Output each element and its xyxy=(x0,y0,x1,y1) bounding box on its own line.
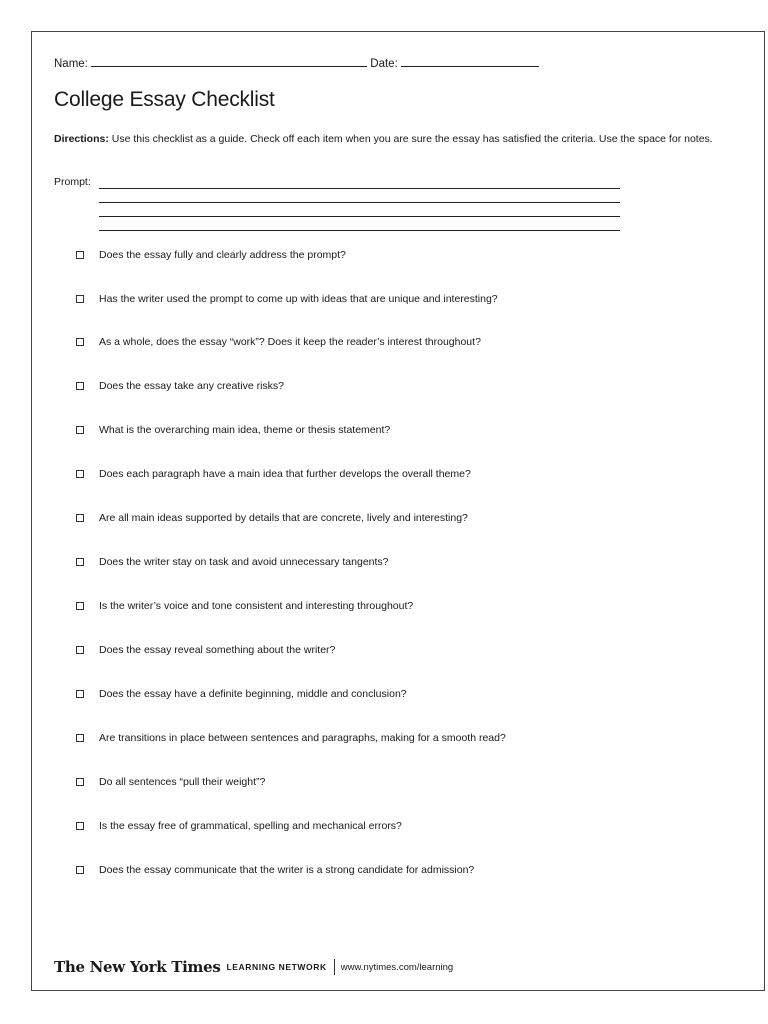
directions-label: Directions: xyxy=(54,133,109,145)
checkbox[interactable] xyxy=(76,470,84,478)
checklist-item-text: Are all main ideas supported by details that are concrete, lively and interesting? xyxy=(99,512,468,524)
checklist-item-text: Does the writer stay on task and avoid unnecessary tangents? xyxy=(99,556,389,568)
checkbox[interactable] xyxy=(76,558,84,566)
checklist-item-text: Does the essay take any creative risks? xyxy=(99,380,285,392)
checkbox[interactable] xyxy=(76,646,84,654)
footer xyxy=(54,958,453,976)
checkbox[interactable] xyxy=(76,251,84,259)
checklist-item xyxy=(76,688,736,700)
checklist-item xyxy=(76,820,736,832)
checkbox[interactable] xyxy=(76,734,84,742)
checklist-item-text: Does the essay communicate that the writer is a strong candidate for admission? xyxy=(99,864,475,876)
checklist-item-text: Is the writer’s voice and tone consistent and interesting throughout? xyxy=(99,600,414,612)
prompt-line[interactable] xyxy=(99,188,620,189)
checklist-item xyxy=(76,732,736,744)
name-label: Name: xyxy=(54,58,88,70)
checklist-item-text: What is the overarching main idea, theme or thesis statement? xyxy=(99,424,391,436)
checklist-item xyxy=(76,864,736,876)
name-date-line xyxy=(54,55,539,70)
name-field[interactable] xyxy=(91,55,367,67)
prompt-line[interactable] xyxy=(99,230,620,231)
prompt-label: Prompt: xyxy=(54,176,91,188)
checklist-item-text: Has the writer used the prompt to come up with ideas that are unique and interesting? xyxy=(99,293,498,305)
checklist-item xyxy=(76,468,736,480)
checklist-item-text: Does the essay reveal something about the writer? xyxy=(99,644,336,656)
checkbox[interactable] xyxy=(76,778,84,786)
checklist-item xyxy=(76,424,736,436)
prompt-line[interactable] xyxy=(99,202,620,203)
checklist-item-text: Does the essay have a definite beginning, middle and conclusion? xyxy=(99,688,407,700)
checklist-item-text: Do all sentences “pull their weight”? xyxy=(99,776,266,788)
checklist-item-text: Are transitions in place between sentences and paragraphs, making for a smooth read? xyxy=(99,732,506,744)
checklist-item xyxy=(76,293,736,305)
checklist-item-text: Is the essay free of grammatical, spelling and mechanical errors? xyxy=(99,820,402,832)
checklist-item-text: Does each paragraph have a main idea that further develops the overall theme? xyxy=(99,468,471,480)
page-border xyxy=(31,31,765,991)
directions-text: Use this checklist as a guide. Check off each item when you are sure the essay has satisfied the criteria. Use the space for notes. xyxy=(108,133,713,145)
date-label: Date: xyxy=(370,58,398,70)
checklist-item-text: Does the essay fully and clearly address the prompt? xyxy=(99,249,346,261)
checkbox[interactable] xyxy=(76,690,84,698)
checkbox[interactable] xyxy=(76,382,84,390)
checklist-item xyxy=(76,556,736,568)
checkbox[interactable] xyxy=(76,602,84,610)
checkbox[interactable] xyxy=(76,866,84,874)
footer-url[interactable]: www.nytimes.com/learning xyxy=(340,961,454,973)
checkbox[interactable] xyxy=(76,295,84,303)
checklist-item xyxy=(76,512,736,524)
learning-network-label: LEARNING NETWORK xyxy=(226,962,327,972)
checklist-item xyxy=(76,380,736,392)
checkbox[interactable] xyxy=(76,822,84,830)
nyt-logo: The New York Times xyxy=(54,958,221,976)
checklist-item-text: As a whole, does the essay “work”? Does it keep the reader’s interest throughout? xyxy=(99,336,481,348)
page-title: College Essay Checklist xyxy=(54,88,275,111)
checklist-item xyxy=(76,336,736,348)
checklist-item xyxy=(76,644,736,656)
date-field[interactable] xyxy=(401,55,539,67)
checklist-item xyxy=(76,600,736,612)
checkbox[interactable] xyxy=(76,338,84,346)
checkbox[interactable] xyxy=(76,514,84,522)
checklist-item xyxy=(76,776,736,788)
checklist-item xyxy=(76,249,736,261)
prompt-line[interactable] xyxy=(99,216,620,217)
footer-divider xyxy=(334,959,335,975)
checkbox[interactable] xyxy=(76,426,84,434)
directions xyxy=(54,132,714,146)
